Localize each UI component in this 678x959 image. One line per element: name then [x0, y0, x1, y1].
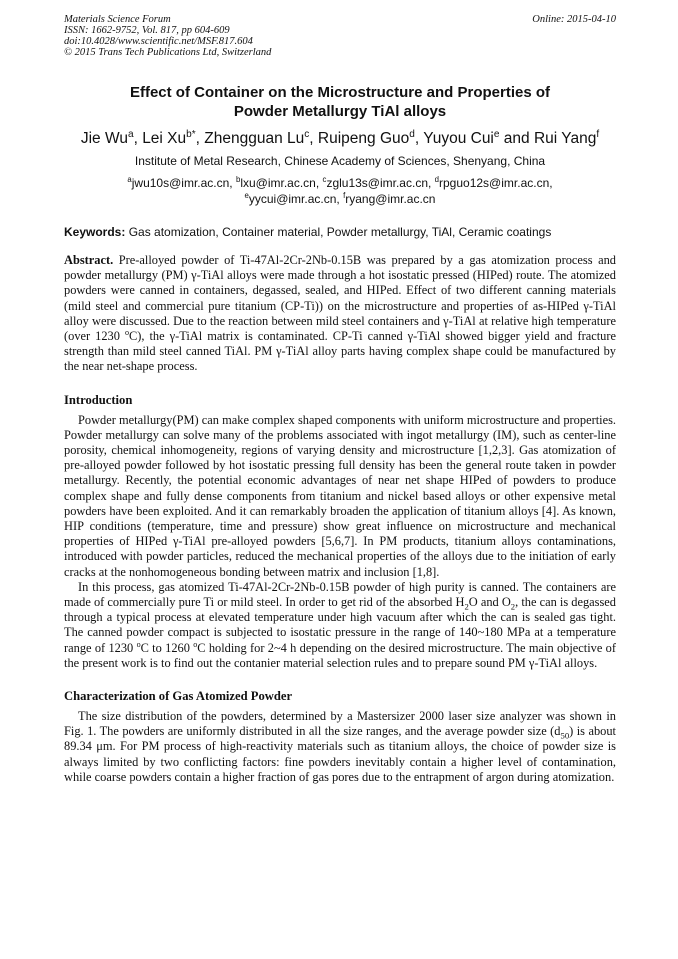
- author-separator: and: [499, 130, 534, 147]
- paper-title: [64, 83, 616, 121]
- title-line-2: Powder Metallurgy TiAl alloys: [233, 103, 447, 120]
- journal-issn: ISSN: 1662-9752, Vol. 817, pp 604-609: [64, 25, 230, 36]
- paragraph: The size distribution of the powders, determined by a Mastersizer 2000 laser size analyzer was shown in Fig. 1. The powders are uniformly distributed in all the size ranges, and the average powder size $(d_{50})$ is about 89.34 μm. For PM process of high-reactivity materials such as titanium alloys, the choice of powder size is always limited by two conflicting factors: fine powders inevitably contain a higher level of contamination, while coarse powders contain a higher fraction of gas pores due to the entrapment of argon during atomization.: [64, 709, 616, 784]
- email-link[interactable]: rpguo12s@imr.ac.cn: [439, 176, 550, 190]
- email-link[interactable]: zglu13s@imr.ac.cn: [326, 176, 428, 190]
- characterization-body: [64, 709, 616, 785]
- email-link[interactable]: jwu10s@imr.ac.cn: [131, 176, 230, 190]
- author-separator: ,: [195, 130, 205, 147]
- abstract-label: Abstract.: [64, 253, 114, 267]
- email-mark: e: [244, 191, 249, 200]
- author-mark: f: [596, 128, 600, 140]
- author-emails: [64, 175, 616, 207]
- abstract-text: Pre-alloyed powder of Ti-47Al-2Cr-2Nb-0.15B was prepared by a gas atomization process and powder metallurgy (PM) γ-TiAl alloys were made through a hot isostatic pressed (HIPed) route. The atomized powders were canned in containers, degassed, sealed, and HIPed. Effect of two different canning materials (mild steel and commercial pure titanium (CP-Ti)) on the microstructure and properties of as-HIPed γ-TiAl alloy were discussed. Due to the reaction between mild steel containers and γ-TiAl at relative high temperature (over 1230: [64, 253, 616, 344]
- paragraph: In this process, gas atomized Ti-47Al-2Cr-2Nb-0.15B powder of high purity is canned. The containers are made of commercially pure Ti or mild steel. In order to get rid of the absorbed $H_2O$ and $O_2$, the can is degassed through a typical process at elevated temperature under high vacuum after which the can is sealed gas tight. The canned powder compact is subjected to isostatic pressure in the range of 140~180 MPa at a temperature range of 1230 $^o$C to 1260 $^o$C holding for 2~4 h depending on the desired microstructure. The main objective of the present work is to find out the contanier material selection rules and to prepare sound PM γ-TiAl alloys.: [64, 579, 616, 670]
- author-list: [64, 129, 616, 149]
- paragraph: Powder metallurgy(PM) can make complex shaped components with uniform microstructure and properties. Powder metallurgy can solve many of the problems associated with ingot metallurgy (IM), such as center-line porosity, chemical inhomogeneity, regions of varying density and microstructure [1,2,3]. Gas atomization of pre-alloyed powder followed by hot isostatic pressing full density has been the general route taken in powder metallurgy. Recently, the potential economic advantages of near net shape HIPed of powders to produce complex shape and fully dense components from titanium and nickel based alloys or other expensive metal powders have been exploited. And it can remarkably broaden the application of titanium alloys [4]. As known, HIP conditions (temperature, time and pressure) show great influence on microstructure and mechanical properties of HIPed γ-TiAl pre-alloyed powders [5,6,7]. In PM products, titanium alloys contaminations, introduced with powder particles, reduced the mechanical properties of the alloys due to the initiation of early cracks at the nonhomogeneous bonding between matrix and inclusion [1,8].: [64, 412, 616, 579]
- section-heading-characterization: Characterization of Gas Atomized Powder: [64, 689, 293, 704]
- email-mark: b: [235, 175, 241, 184]
- author-mark: b*: [186, 128, 196, 140]
- author-mark: e: [493, 128, 500, 140]
- author-name: Rui Yang: [533, 130, 597, 147]
- journal-doi: doi:10.4028/www.scientific.net/MSF.817.604: [64, 36, 253, 47]
- author-name: Jie Wu: [80, 130, 128, 147]
- online-date: Online: 2015-04-10: [532, 14, 616, 25]
- email-line-2: $^e$yycui@imr.ac.cn, $^f$ryang@imr.ac.cn: [244, 191, 436, 206]
- author-mark: a: [127, 128, 134, 140]
- degree-mark: o: [124, 327, 129, 337]
- introduction-body: [64, 413, 616, 671]
- author-name: Zhengguan Lu: [204, 130, 305, 147]
- email-line-1: $^a$jwu10s@imr.ac.cn, $^b$lxu@imr.ac.cn, $^c$zglu13s@imr.ac.cn, $^d$rpguo12s@imr.ac.cn,: [127, 175, 553, 190]
- keywords-label: Keywords:: [64, 225, 126, 239]
- journal-header: [64, 14, 616, 58]
- author-name: Yuyou Cui: [423, 130, 494, 147]
- title-line-1: Effect of Container on the Microstructure and Properties of: [129, 84, 551, 101]
- journal-name: Materials Science Forum: [64, 14, 171, 25]
- author-mark: c: [304, 128, 310, 140]
- email-mark: d: [434, 175, 440, 184]
- section-heading-introduction: Introduction: [64, 392, 133, 407]
- abstract: [64, 253, 616, 375]
- email-link[interactable]: yycui@imr.ac.cn: [248, 192, 337, 206]
- journal-copyright: © 2015 Trans Tech Publications Ltd, Switzerland: [64, 47, 272, 58]
- email-link[interactable]: ryang@imr.ac.cn: [345, 192, 436, 206]
- email-link[interactable]: lxu@imr.ac.cn: [240, 176, 316, 190]
- author-separator: ,: [133, 130, 143, 147]
- author-separator: ,: [414, 130, 424, 147]
- author-name: Ruipeng Guo: [317, 130, 410, 147]
- author-name: Lei Xu: [142, 130, 187, 147]
- email-mark: f: [343, 191, 346, 200]
- author-mark: d: [409, 128, 415, 140]
- affiliation: Institute of Metal Research, Chinese Academy of Sciences, Shenyang, China: [134, 154, 546, 168]
- abstract-text-cont: C), the γ-TiAl matrix is contaminated. CP-Ti canned γ-TiAl showed bigger yield and fracture strength than mild steel canned TiAl. PM γ-TiAl alloy parts having complex shape could be manufactured by the near net-shape process.: [64, 329, 616, 374]
- author-separator: ,: [309, 130, 318, 147]
- keywords: [64, 225, 616, 240]
- email-mark: c: [322, 175, 327, 184]
- keywords-text: Gas atomization, Container material, Powder metallurgy, TiAl, Ceramic coatings: [128, 225, 552, 239]
- email-mark: a: [127, 175, 132, 184]
- paper-page: [64, 14, 616, 785]
